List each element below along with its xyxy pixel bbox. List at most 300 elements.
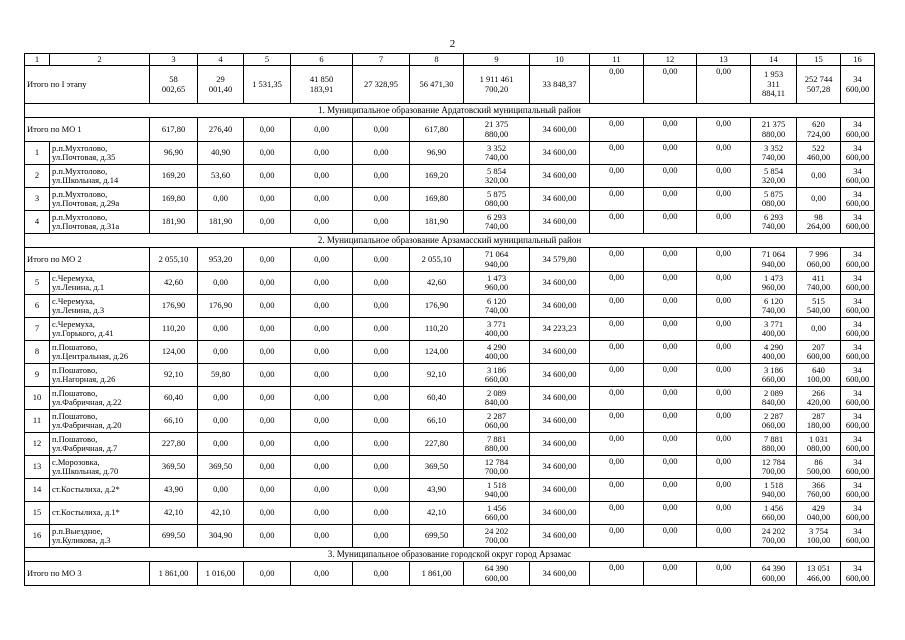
table-row bbox=[25, 502, 875, 525]
row-cell: 0,00 bbox=[697, 341, 751, 364]
row-cell: 0,00 bbox=[644, 295, 697, 318]
section-title: 1. Муниципальное образование Ардатовский муниципальный район bbox=[25, 104, 875, 118]
row-cell: 169,80 bbox=[410, 188, 464, 211]
row-cell: 0,00 bbox=[244, 341, 291, 364]
table-row bbox=[25, 364, 875, 387]
row-number: 5 bbox=[25, 272, 50, 295]
row-cell: 0,00 bbox=[590, 142, 644, 165]
row-cell: 0,00 bbox=[244, 272, 291, 295]
row-cell: 0,00 bbox=[797, 318, 841, 341]
row-cell: 0,00 bbox=[244, 433, 291, 456]
section-title-row bbox=[25, 104, 875, 118]
table-row bbox=[25, 433, 875, 456]
mo-total-cell: 21 375 880,00 bbox=[751, 118, 797, 142]
header-cell: 13 bbox=[697, 54, 751, 66]
mo-total-cell: 2 055,10 bbox=[150, 248, 198, 272]
mo-total-cell: 7 996 060,00 bbox=[797, 248, 841, 272]
section-title-row bbox=[25, 234, 875, 248]
row-address: ст.Костылиха, д.1* bbox=[50, 502, 150, 525]
row-cell: 12 784 700,00 bbox=[464, 456, 530, 479]
total-cell: 29 001,40 bbox=[198, 66, 244, 104]
row-cell: 0,00 bbox=[291, 272, 353, 295]
row-cell: 6 293 740,00 bbox=[751, 211, 797, 234]
row-cell: 59,80 bbox=[198, 364, 244, 387]
mo-total-cell: 0,00 bbox=[353, 248, 410, 272]
row-cell: 0,00 bbox=[244, 188, 291, 211]
total-cell: 33 848,37 bbox=[530, 66, 590, 104]
row-cell: 1 473 960,00 bbox=[464, 272, 530, 295]
table-row bbox=[25, 272, 875, 295]
row-cell: 6 120 740,00 bbox=[751, 295, 797, 318]
row-cell: 0,00 bbox=[353, 502, 410, 525]
row-cell: 0,00 bbox=[291, 364, 353, 387]
mo-total-cell: 0,00 bbox=[590, 562, 644, 586]
row-cell: 34 600,00 bbox=[841, 142, 875, 165]
row-cell: 42,60 bbox=[410, 272, 464, 295]
row-cell: 24 202 700,00 bbox=[464, 525, 530, 548]
total-cell: 56 471,30 bbox=[410, 66, 464, 104]
row-cell: 7 881 880,00 bbox=[464, 433, 530, 456]
row-cell: 366 760,00 bbox=[797, 479, 841, 502]
row-cell: 96,90 bbox=[150, 142, 198, 165]
mo-total-cell: 71 064 940,00 bbox=[464, 248, 530, 272]
row-cell: 369,50 bbox=[410, 456, 464, 479]
row-cell: 2 287 060,00 bbox=[464, 410, 530, 433]
row-cell: 1 456 660,00 bbox=[751, 502, 797, 525]
row-cell: 176,90 bbox=[198, 295, 244, 318]
row-cell: 110,20 bbox=[410, 318, 464, 341]
row-address: п.Пошатово, ул.Центральная, д.26 bbox=[50, 341, 150, 364]
row-cell: 0,00 bbox=[291, 188, 353, 211]
row-cell: 515 540,00 bbox=[797, 295, 841, 318]
row-cell: 34 600,00 bbox=[841, 479, 875, 502]
row-number: 1 bbox=[25, 142, 50, 165]
row-cell: 0,00 bbox=[697, 364, 751, 387]
total-cell: 1 531,35 bbox=[244, 66, 291, 104]
row-cell: 0,00 bbox=[697, 165, 751, 188]
row-cell: 3 771 400,00 bbox=[751, 318, 797, 341]
mo-total-label: Итого по МО 1 bbox=[25, 118, 150, 142]
row-cell: 3 186 660,00 bbox=[751, 364, 797, 387]
row-cell: 699,50 bbox=[150, 525, 198, 548]
header-cell: 8 bbox=[410, 54, 464, 66]
mo-total-row bbox=[25, 118, 875, 142]
mo-total-cell: 0,00 bbox=[244, 118, 291, 142]
row-cell: 0,00 bbox=[198, 188, 244, 211]
mo-total-cell: 0,00 bbox=[590, 248, 644, 272]
row-cell: 24 202 700,00 bbox=[751, 525, 797, 548]
section-title: 2. Муниципальное образование Арзамасский муниципальный район bbox=[25, 234, 875, 248]
total-cell: 34 600,00 bbox=[841, 66, 875, 104]
total-cell: 0,00 bbox=[644, 66, 697, 104]
row-cell: 34 600,00 bbox=[530, 364, 590, 387]
table-row bbox=[25, 188, 875, 211]
row-cell: 0,00 bbox=[244, 318, 291, 341]
mo-total-cell: 0,00 bbox=[353, 118, 410, 142]
row-cell: 176,90 bbox=[150, 295, 198, 318]
header-cell: 4 bbox=[198, 54, 244, 66]
row-cell: 0,00 bbox=[590, 272, 644, 295]
row-cell: 0,00 bbox=[353, 433, 410, 456]
row-cell: 3 754 100,00 bbox=[797, 525, 841, 548]
row-address: с.Черемуха, ул.Горького, д.41 bbox=[50, 318, 150, 341]
row-cell: 0,00 bbox=[644, 341, 697, 364]
row-cell: 0,00 bbox=[590, 502, 644, 525]
row-cell: 0,00 bbox=[198, 410, 244, 433]
row-address: с.Черемуха, ул.Ленина, д.1 bbox=[50, 272, 150, 295]
row-cell: 1 456 660,00 bbox=[464, 502, 530, 525]
row-cell: 0,00 bbox=[353, 341, 410, 364]
mo-total-cell: 617,80 bbox=[150, 118, 198, 142]
row-cell: 0,00 bbox=[198, 387, 244, 410]
mo-total-cell: 34 600,00 bbox=[530, 562, 590, 586]
total-cell: 27 328,95 bbox=[353, 66, 410, 104]
mo-total-cell: 34 600,00 bbox=[841, 118, 875, 142]
row-cell: 0,00 bbox=[291, 341, 353, 364]
table-row bbox=[25, 318, 875, 341]
row-cell: 66,10 bbox=[410, 410, 464, 433]
mo-total-cell: 21 375 880,00 bbox=[464, 118, 530, 142]
table-row bbox=[25, 525, 875, 548]
row-cell: 0,00 bbox=[697, 479, 751, 502]
row-cell: 0,00 bbox=[291, 142, 353, 165]
table-row bbox=[25, 479, 875, 502]
row-address: р.п.Мухтолово, ул.Почтовая, д.31а bbox=[50, 211, 150, 234]
row-address: с.Черемуха, ул.Ленина, д.3 bbox=[50, 295, 150, 318]
row-cell: 34 600,00 bbox=[530, 433, 590, 456]
row-cell: 0,00 bbox=[590, 295, 644, 318]
total-label: Итого по I этапу bbox=[25, 66, 150, 104]
row-cell: 169,20 bbox=[150, 165, 198, 188]
row-cell: 34 600,00 bbox=[530, 295, 590, 318]
mo-total-row bbox=[25, 248, 875, 272]
table-row bbox=[25, 387, 875, 410]
row-cell: 0,00 bbox=[644, 525, 697, 548]
header-cell: 9 bbox=[464, 54, 530, 66]
mo-total-cell: 0,00 bbox=[590, 118, 644, 142]
row-cell: 0,00 bbox=[590, 364, 644, 387]
table-row bbox=[25, 165, 875, 188]
row-cell: 266 420,00 bbox=[797, 387, 841, 410]
row-cell: 34 600,00 bbox=[841, 525, 875, 548]
header-cell: 15 bbox=[797, 54, 841, 66]
row-cell: 207 600,00 bbox=[797, 341, 841, 364]
mo-total-cell: 1 861,00 bbox=[150, 562, 198, 586]
row-address: ст.Костылиха, д.2* bbox=[50, 479, 150, 502]
row-cell: 0,00 bbox=[291, 318, 353, 341]
row-cell: 0,00 bbox=[353, 318, 410, 341]
row-cell: 0,00 bbox=[291, 165, 353, 188]
row-cell: 34 600,00 bbox=[841, 410, 875, 433]
row-cell: 0,00 bbox=[291, 295, 353, 318]
header-cell: 10 bbox=[530, 54, 590, 66]
row-cell: 0,00 bbox=[590, 525, 644, 548]
row-cell: 92,10 bbox=[410, 364, 464, 387]
row-cell: 0,00 bbox=[291, 433, 353, 456]
row-number: 15 bbox=[25, 502, 50, 525]
row-cell: 34 600,00 bbox=[530, 188, 590, 211]
mo-total-label: Итого по МО 2 bbox=[25, 248, 150, 272]
row-cell: 86 500,00 bbox=[797, 456, 841, 479]
row-cell: 0,00 bbox=[353, 295, 410, 318]
row-cell: 5 854 320,00 bbox=[464, 165, 530, 188]
row-cell: 34 600,00 bbox=[530, 165, 590, 188]
row-cell: 92,10 bbox=[150, 364, 198, 387]
row-cell: 34 600,00 bbox=[530, 525, 590, 548]
mo-total-cell: 0,00 bbox=[291, 562, 353, 586]
row-cell: 0,00 bbox=[797, 165, 841, 188]
row-cell: 0,00 bbox=[198, 479, 244, 502]
mo-total-cell: 0,00 bbox=[644, 562, 697, 586]
row-number: 7 bbox=[25, 318, 50, 341]
row-cell: 304,90 bbox=[198, 525, 244, 548]
row-cell: 96,90 bbox=[410, 142, 464, 165]
row-cell: 34 600,00 bbox=[841, 272, 875, 295]
mo-total-cell: 0,00 bbox=[291, 118, 353, 142]
row-cell: 0,00 bbox=[353, 272, 410, 295]
header-cell: 14 bbox=[751, 54, 797, 66]
row-cell: 0,00 bbox=[644, 456, 697, 479]
row-cell: 3 352 740,00 bbox=[751, 142, 797, 165]
row-cell: 42,60 bbox=[150, 272, 198, 295]
row-number: 10 bbox=[25, 387, 50, 410]
header-cell: 12 bbox=[644, 54, 697, 66]
row-cell: 0,00 bbox=[198, 272, 244, 295]
row-cell: 0,00 bbox=[644, 211, 697, 234]
mo-total-cell: 64 390 600,00 bbox=[751, 562, 797, 586]
header-cell: 2 bbox=[50, 54, 150, 66]
row-cell: 0,00 bbox=[244, 211, 291, 234]
row-cell: 0,00 bbox=[244, 456, 291, 479]
row-cell: 34 600,00 bbox=[530, 410, 590, 433]
row-cell: 0,00 bbox=[198, 318, 244, 341]
row-cell: 0,00 bbox=[291, 211, 353, 234]
row-cell: 0,00 bbox=[644, 165, 697, 188]
header-cell: 3 bbox=[150, 54, 198, 66]
row-cell: 176,90 bbox=[410, 295, 464, 318]
row-cell: 0,00 bbox=[244, 165, 291, 188]
total-cell: 0,00 bbox=[590, 66, 644, 104]
row-cell: 0,00 bbox=[590, 165, 644, 188]
row-cell: 43,90 bbox=[410, 479, 464, 502]
row-cell: 1 473 960,00 bbox=[751, 272, 797, 295]
row-cell: 181,90 bbox=[198, 211, 244, 234]
row-cell: 0,00 bbox=[244, 479, 291, 502]
row-cell: 0,00 bbox=[644, 272, 697, 295]
row-cell: 227,80 bbox=[150, 433, 198, 456]
row-cell: 0,00 bbox=[353, 142, 410, 165]
row-cell: 0,00 bbox=[590, 410, 644, 433]
row-cell: 0,00 bbox=[353, 165, 410, 188]
row-cell: 34 600,00 bbox=[841, 502, 875, 525]
row-cell: 287 180,00 bbox=[797, 410, 841, 433]
table-row bbox=[25, 142, 875, 165]
row-cell: 34 600,00 bbox=[530, 341, 590, 364]
row-cell: 34 600,00 bbox=[841, 433, 875, 456]
row-cell: 0,00 bbox=[797, 188, 841, 211]
row-cell: 0,00 bbox=[644, 318, 697, 341]
row-cell: 369,50 bbox=[198, 456, 244, 479]
mo-total-cell: 2 055,10 bbox=[410, 248, 464, 272]
row-cell: 0,00 bbox=[697, 318, 751, 341]
mo-total-cell: 0,00 bbox=[291, 248, 353, 272]
row-cell: 429 040,00 bbox=[797, 502, 841, 525]
mo-total-cell: 0,00 bbox=[644, 248, 697, 272]
mo-total-cell: 0,00 bbox=[697, 248, 751, 272]
row-cell: 6 293 740,00 bbox=[464, 211, 530, 234]
row-cell: 0,00 bbox=[353, 410, 410, 433]
row-cell: 0,00 bbox=[697, 502, 751, 525]
mo-total-cell: 276,40 bbox=[198, 118, 244, 142]
row-cell: 42,10 bbox=[410, 502, 464, 525]
row-cell: 34 600,00 bbox=[841, 165, 875, 188]
mo-total-cell: 0,00 bbox=[644, 118, 697, 142]
row-cell: 0,00 bbox=[244, 502, 291, 525]
row-cell: 0,00 bbox=[697, 387, 751, 410]
header-cell: 16 bbox=[841, 54, 875, 66]
row-cell: 34 600,00 bbox=[530, 456, 590, 479]
row-cell: 43,90 bbox=[150, 479, 198, 502]
mo-total-cell: 34 600,00 bbox=[841, 248, 875, 272]
mo-total-cell: 1 016,00 bbox=[198, 562, 244, 586]
row-cell: 0,00 bbox=[353, 211, 410, 234]
row-number: 12 bbox=[25, 433, 50, 456]
row-cell: 0,00 bbox=[697, 295, 751, 318]
mo-total-row bbox=[25, 562, 875, 586]
row-cell: 34 600,00 bbox=[841, 188, 875, 211]
total-cell: 1 953 311 884,11 bbox=[751, 66, 797, 104]
row-cell: 0,00 bbox=[644, 188, 697, 211]
row-cell: 0,00 bbox=[291, 525, 353, 548]
row-cell: 34 600,00 bbox=[841, 318, 875, 341]
total-cell: 41 850 183,91 bbox=[291, 66, 353, 104]
row-cell: 411 740,00 bbox=[797, 272, 841, 295]
row-cell: 34 223,23 bbox=[530, 318, 590, 341]
row-address: п.Пошатово, ул.Нагорная, д.26 bbox=[50, 364, 150, 387]
row-cell: 369,50 bbox=[150, 456, 198, 479]
row-cell: 34 600,00 bbox=[841, 456, 875, 479]
row-cell: 34 600,00 bbox=[841, 387, 875, 410]
mo-total-cell: 34 600,00 bbox=[841, 562, 875, 586]
row-cell: 3 186 660,00 bbox=[464, 364, 530, 387]
row-cell: 0,00 bbox=[590, 387, 644, 410]
row-cell: 42,10 bbox=[150, 502, 198, 525]
row-cell: 0,00 bbox=[353, 479, 410, 502]
row-cell: 7 881 880,00 bbox=[751, 433, 797, 456]
row-cell: 0,00 bbox=[644, 364, 697, 387]
row-cell: 0,00 bbox=[697, 410, 751, 433]
row-cell: 0,00 bbox=[644, 479, 697, 502]
row-number: 14 bbox=[25, 479, 50, 502]
table-row bbox=[25, 410, 875, 433]
row-cell: 0,00 bbox=[353, 456, 410, 479]
row-cell: 0,00 bbox=[697, 272, 751, 295]
row-address: п.Пошатово, ул.Фабричная, д.20 bbox=[50, 410, 150, 433]
row-cell: 0,00 bbox=[291, 410, 353, 433]
total-cell: 58 002,65 bbox=[150, 66, 198, 104]
row-number: 11 bbox=[25, 410, 50, 433]
row-cell: 53,60 bbox=[198, 165, 244, 188]
mo-total-cell: 0,00 bbox=[244, 562, 291, 586]
mo-total-cell: 1 861,00 bbox=[410, 562, 464, 586]
row-cell: 0,00 bbox=[353, 364, 410, 387]
row-cell: 169,20 bbox=[410, 165, 464, 188]
row-cell: 0,00 bbox=[291, 387, 353, 410]
row-cell: 0,00 bbox=[244, 142, 291, 165]
row-number: 9 bbox=[25, 364, 50, 387]
row-cell: 34 600,00 bbox=[530, 142, 590, 165]
row-cell: 4 290 400,00 bbox=[751, 341, 797, 364]
row-cell: 0,00 bbox=[590, 341, 644, 364]
row-number: 4 bbox=[25, 211, 50, 234]
row-cell: 0,00 bbox=[353, 188, 410, 211]
row-cell: 0,00 bbox=[697, 142, 751, 165]
mo-total-cell: 13 051 466,00 bbox=[797, 562, 841, 586]
mo-total-cell: 34 600,00 bbox=[530, 118, 590, 142]
row-cell: 0,00 bbox=[590, 433, 644, 456]
row-cell: 1 518 940,00 bbox=[751, 479, 797, 502]
row-cell: 0,00 bbox=[590, 456, 644, 479]
row-cell: 2 287 060,00 bbox=[751, 410, 797, 433]
row-cell: 169,80 bbox=[150, 188, 198, 211]
row-cell: 2 089 840,00 bbox=[464, 387, 530, 410]
row-cell: 1 518 940,00 bbox=[464, 479, 530, 502]
row-cell: 34 600,00 bbox=[841, 295, 875, 318]
row-cell: 0,00 bbox=[291, 479, 353, 502]
row-cell: 0,00 bbox=[644, 387, 697, 410]
row-address: п.Пошатово, ул.Фабричная, д.22 bbox=[50, 387, 150, 410]
mo-total-label: Итого по МО 3 bbox=[25, 562, 150, 586]
row-address: п.Пошатово, ул.Фабричная, д.7 bbox=[50, 433, 150, 456]
row-cell: 34 600,00 bbox=[530, 387, 590, 410]
header-cell: 7 bbox=[353, 54, 410, 66]
row-cell: 0,00 bbox=[291, 456, 353, 479]
row-cell: 0,00 bbox=[198, 341, 244, 364]
mo-total-cell: 71 064 940,00 bbox=[751, 248, 797, 272]
row-cell: 12 784 700,00 bbox=[751, 456, 797, 479]
row-cell: 34 600,00 bbox=[530, 502, 590, 525]
row-cell: 0,00 bbox=[590, 211, 644, 234]
row-cell: 5 875 080,00 bbox=[751, 188, 797, 211]
mo-total-cell: 953,20 bbox=[198, 248, 244, 272]
row-cell: 522 460,00 bbox=[797, 142, 841, 165]
total-row bbox=[25, 66, 875, 104]
header-cell: 1 bbox=[25, 54, 50, 66]
data-table bbox=[24, 53, 875, 586]
total-cell: 1 911 461 700,20 bbox=[464, 66, 530, 104]
row-cell: 0,00 bbox=[244, 295, 291, 318]
row-cell: 0,00 bbox=[697, 456, 751, 479]
row-cell: 42,10 bbox=[198, 502, 244, 525]
row-cell: 0,00 bbox=[590, 188, 644, 211]
row-cell: 0,00 bbox=[697, 188, 751, 211]
row-cell: 34 600,00 bbox=[530, 211, 590, 234]
row-cell: 0,00 bbox=[353, 387, 410, 410]
row-number: 8 bbox=[25, 341, 50, 364]
mo-total-cell: 0,00 bbox=[697, 562, 751, 586]
row-number: 2 bbox=[25, 165, 50, 188]
total-cell: 252 744 507,28 bbox=[797, 66, 841, 104]
row-cell: 34 600,00 bbox=[841, 364, 875, 387]
mo-total-cell: 0,00 bbox=[244, 248, 291, 272]
row-cell: 60,40 bbox=[410, 387, 464, 410]
row-cell: 181,90 bbox=[410, 211, 464, 234]
mo-total-cell: 0,00 bbox=[353, 562, 410, 586]
row-address: р.п.Мухтолово, ул.Школьная, д.14 bbox=[50, 165, 150, 188]
table-row bbox=[25, 211, 875, 234]
row-cell: 0,00 bbox=[644, 410, 697, 433]
row-cell: 0,00 bbox=[590, 479, 644, 502]
